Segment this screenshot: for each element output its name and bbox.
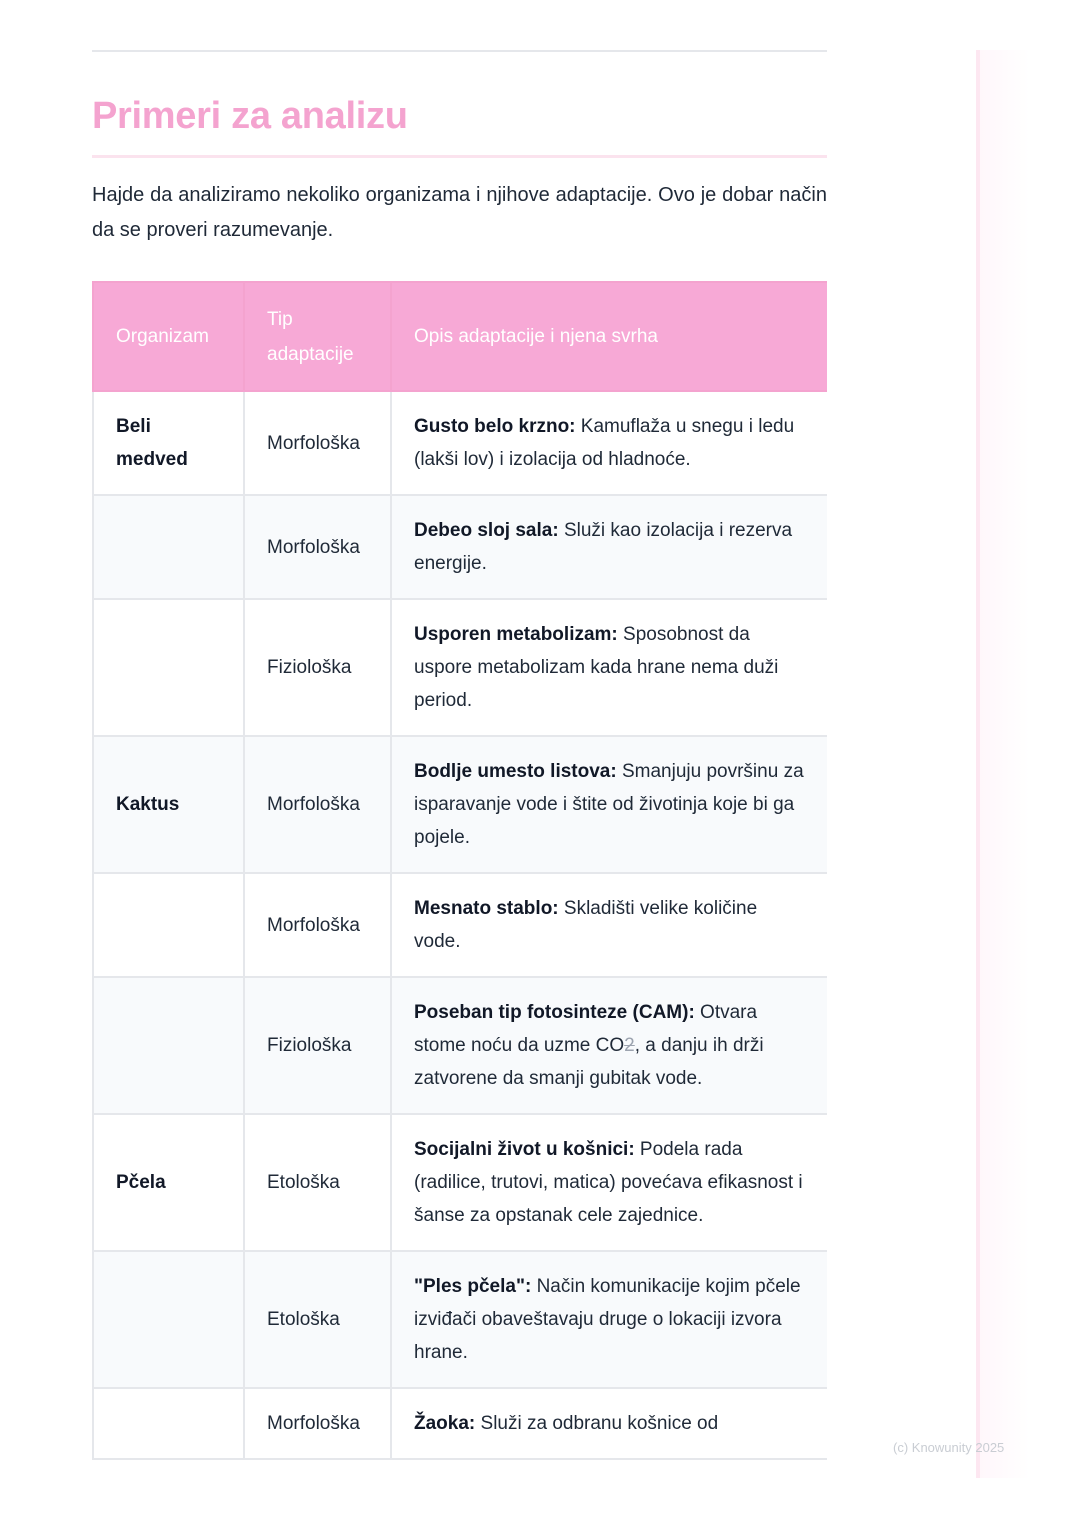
description-text: Skladišti velike količine vode. — [414, 898, 758, 952]
header-organism: Organizam — [93, 282, 244, 391]
organism-cell — [93, 873, 244, 977]
description-text: Smanjuju površinu za isparavanje vode i štite od životinja koje bi ga pojele. — [414, 761, 804, 848]
header-description: Opis adaptacije i njena svrha — [391, 282, 827, 391]
adaptations-table — [92, 281, 827, 1460]
heading-underline — [92, 155, 827, 158]
description-text: Služi kao izolacija i rezerva energije. — [414, 520, 793, 574]
description-text: Način komunikacije kojim pčele izviđači obaveštavaju druge o lokaciji izvora hrane. — [414, 1276, 801, 1363]
description-term: Debeo sloj sala: — [414, 520, 559, 541]
description-cell — [391, 1388, 827, 1459]
description-cell — [391, 495, 827, 599]
header-type: Tip adaptacije — [244, 282, 391, 391]
section-heading: Primeri za analizu — [92, 95, 408, 137]
description-text: Sposobnost da uspore metabolizam kada hrane nema duži period. — [414, 624, 779, 711]
description-term: Usporen metabolizam: — [414, 624, 618, 645]
organism-cell — [93, 1251, 244, 1388]
type-cell: Fiziološka — [244, 599, 391, 736]
table-row — [93, 1388, 827, 1459]
organism-cell — [93, 1388, 244, 1459]
description-term: Poseban tip fotosinteze (CAM): — [414, 1002, 695, 1023]
table-row — [93, 1251, 827, 1388]
description-cell — [391, 391, 827, 495]
organism-cell — [93, 495, 244, 599]
type-cell: Etološka — [244, 1251, 391, 1388]
organism-cell: Pčela — [93, 1114, 244, 1251]
description-term: Mesnato stablo: — [414, 898, 559, 919]
table-row — [93, 599, 827, 736]
type-cell: Morfološka — [244, 873, 391, 977]
description-text: Otvara stome noću da uzme CO — [414, 1002, 758, 1056]
description-term: Žaoka: — [414, 1413, 476, 1434]
table-row — [93, 1114, 827, 1251]
subscript-strike: 2 — [624, 1035, 635, 1056]
description-text-after: , a danju ih drži zatvorene da smanji gubitak vode. — [414, 1035, 764, 1089]
organism-cell: Kaktus — [93, 736, 244, 873]
description-term: Gusto belo krzno: — [414, 416, 576, 437]
description-term: Socijalni život u košnici: — [414, 1139, 635, 1160]
side-accent-fade — [980, 50, 1030, 1478]
table-row — [93, 391, 827, 495]
description-term: "Ples pčela": — [414, 1276, 532, 1297]
description-cell — [391, 873, 827, 977]
type-cell: Morfološka — [244, 1388, 391, 1459]
table-row — [93, 977, 827, 1114]
description-text: Podela rada (radilice, trutovi, matica) povećava efikasnost i šanse za opstanak cele zajednice. — [414, 1139, 803, 1226]
top-divider — [92, 50, 827, 52]
type-cell: Etološka — [244, 1114, 391, 1251]
description-cell — [391, 599, 827, 736]
organism-cell — [93, 599, 244, 736]
description-text: Služi za odbranu košnice od — [475, 1413, 719, 1434]
type-cell: Morfološka — [244, 391, 391, 495]
table-row — [93, 873, 827, 977]
description-cell — [391, 736, 827, 873]
description-cell — [391, 1114, 827, 1251]
table-row — [93, 736, 827, 873]
description-term: Bodlje umesto listova: — [414, 761, 617, 782]
document-page — [92, 0, 827, 1478]
type-cell: Fiziološka — [244, 977, 391, 1114]
description-text: Kamuflaža u snegu i ledu (lakši lov) i izolacija od hladnoće. — [414, 416, 795, 470]
organism-cell — [93, 977, 244, 1114]
description-cell — [391, 977, 827, 1114]
type-cell: Morfološka — [244, 736, 391, 873]
type-cell: Morfološka — [244, 495, 391, 599]
description-cell — [391, 1251, 827, 1388]
organism-cell: Beli medved — [93, 391, 244, 495]
table-header-row — [93, 282, 827, 391]
intro-paragraph: Hajde da analiziramo nekoliko organizama i njihove adaptacije. Ovo je dobar način da se proveri razumevanje. — [92, 184, 827, 241]
table-row — [93, 495, 827, 599]
copyright-footer: (c) Knowunity 2025 — [893, 1440, 1005, 1455]
